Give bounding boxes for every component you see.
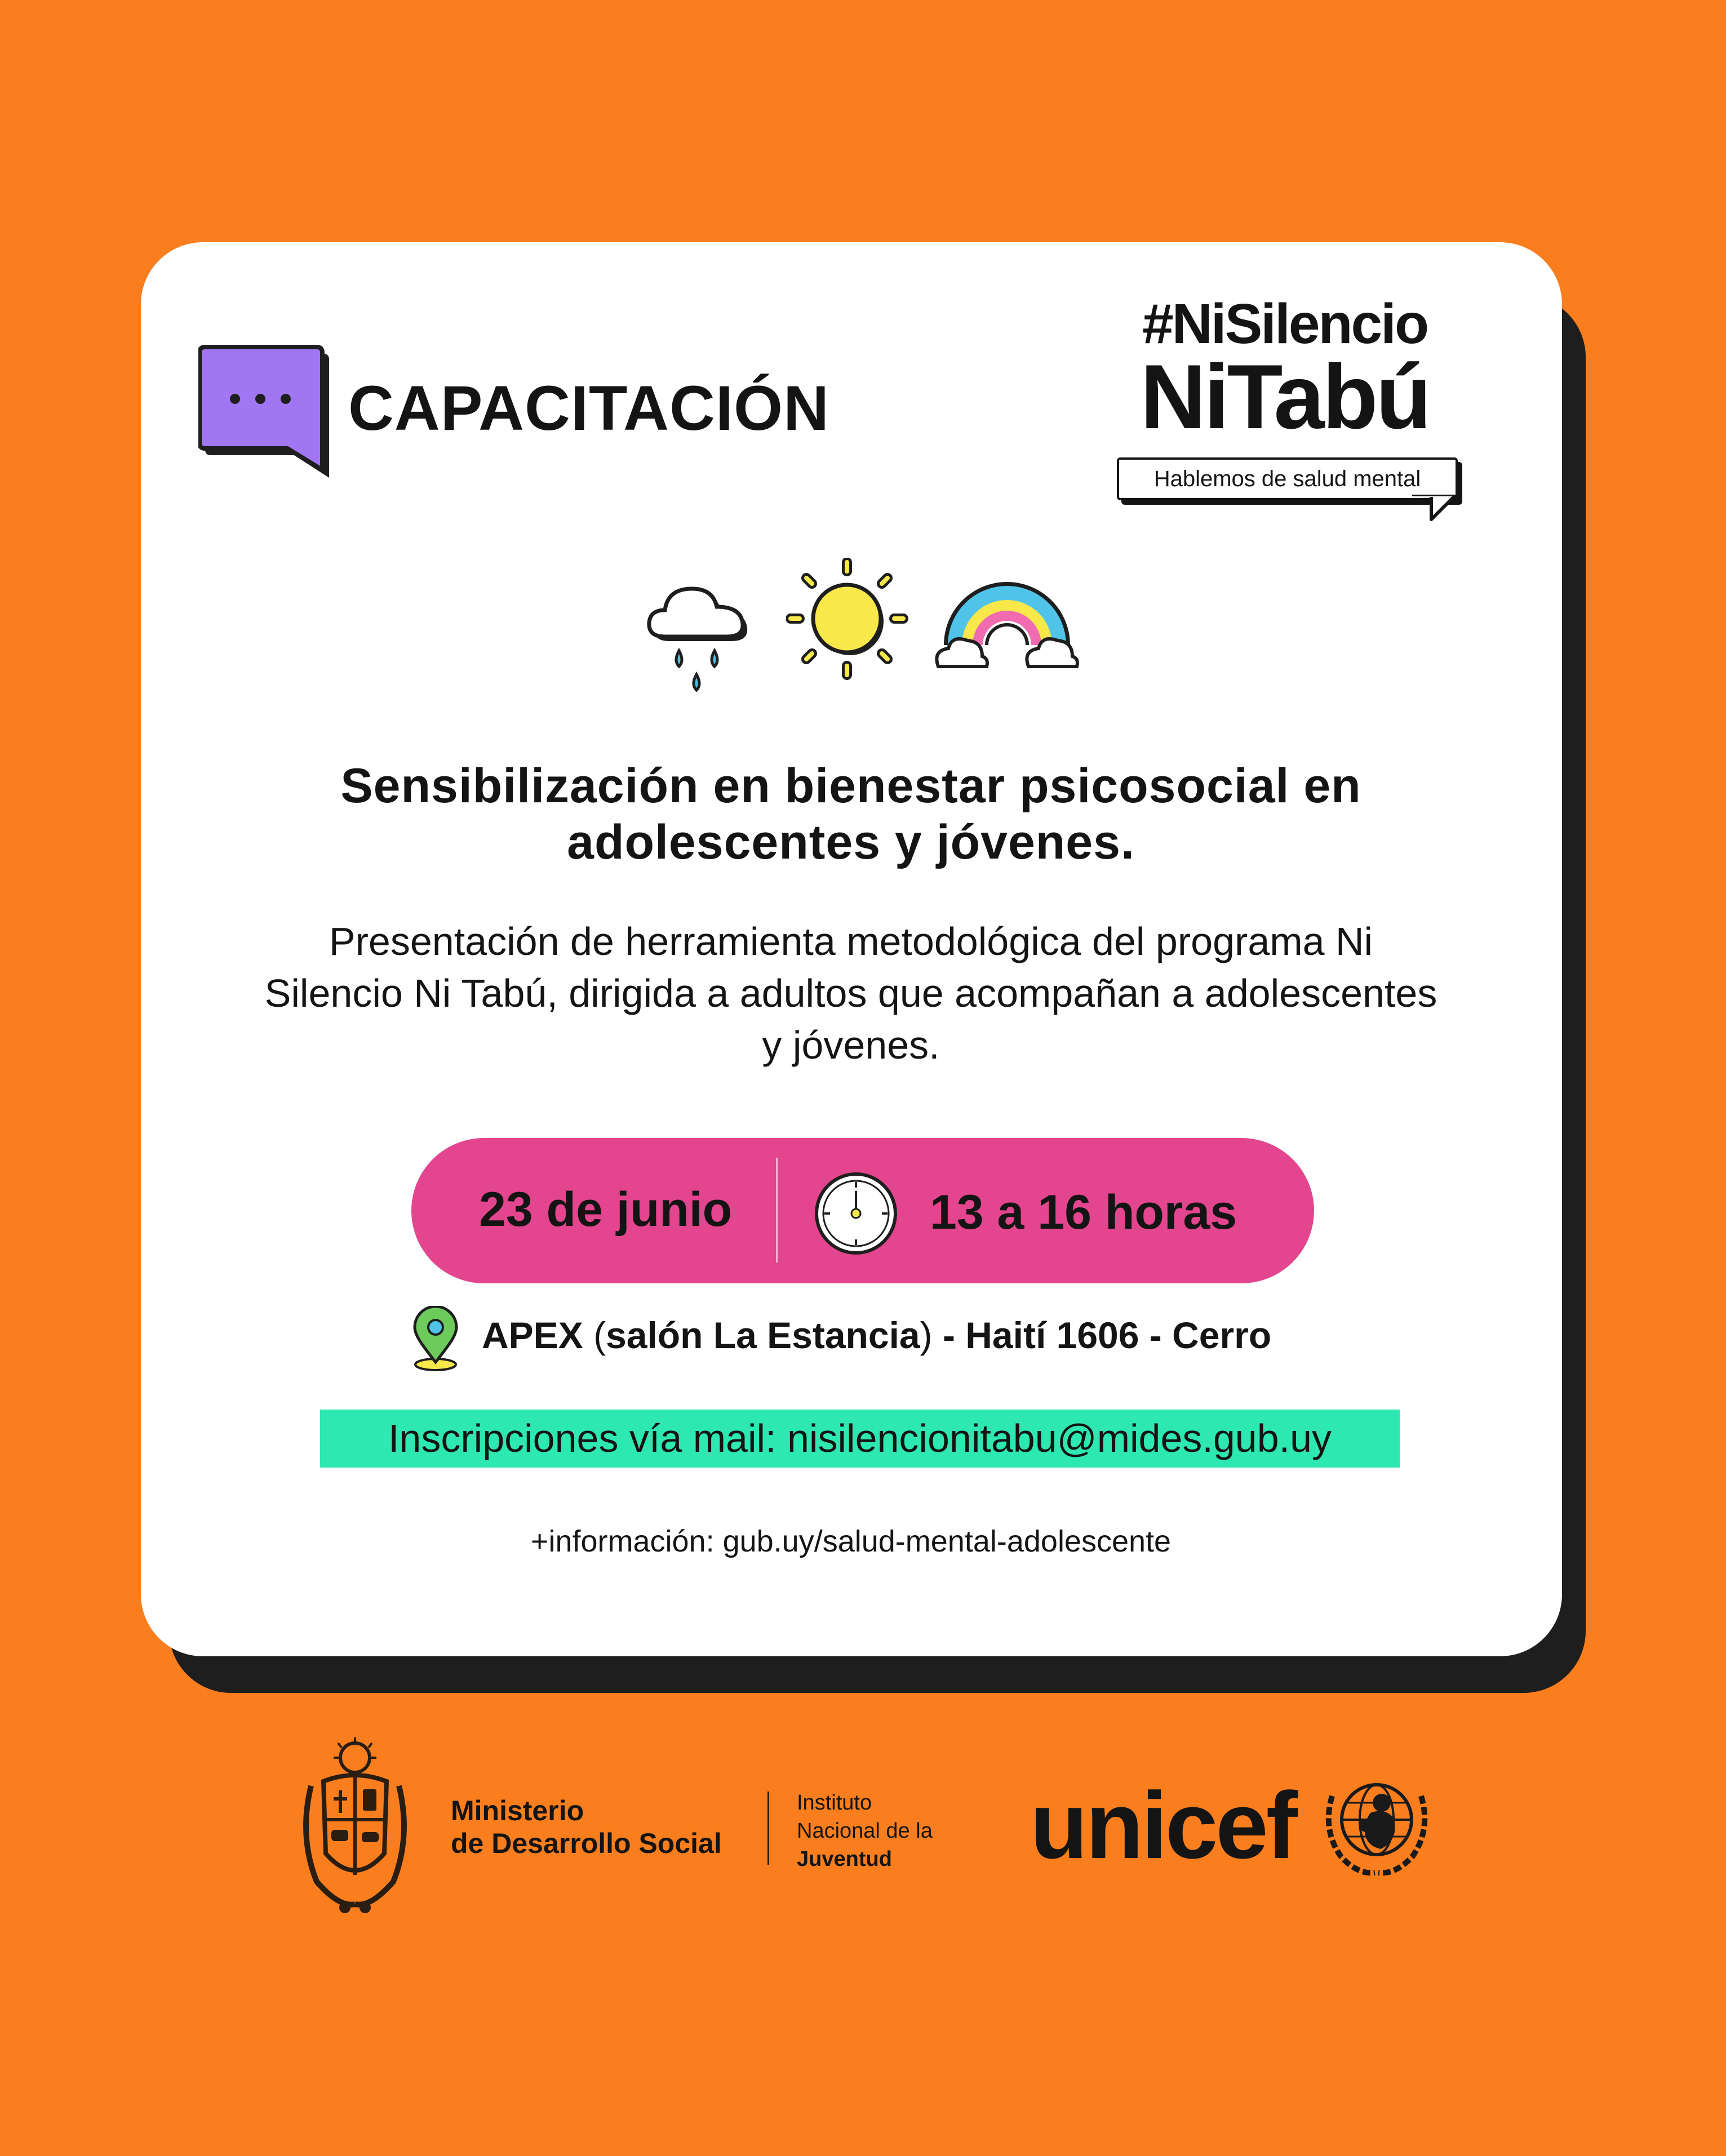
coat-of-arms-icon [294,1735,416,1919]
brand-hashtag: #NiSilencio [1142,292,1428,355]
more-info-link[interactable]: +información: gub.uy/salud-mental-adolescente [530,1524,1172,1558]
pill-divider [776,1158,778,1263]
event-date: 23 de junio [479,1183,733,1237]
event-description-line1: Presentación de herramienta metodológica del programa Ni [329,919,1373,963]
brand-tagline: Hablemos de salud mental [1117,457,1458,500]
event-location: APEX (salón La Estancia) - Haití 1606 - Cerro [482,1314,1272,1356]
badge-label: CAPACITACIÓN [348,373,830,443]
speech-bubble-icon [198,345,334,483]
clock-icon [813,1171,899,1256]
unicef-emblem-icon [1319,1773,1435,1878]
venue-name: APEX [482,1314,583,1356]
rain-cloud-icon [642,572,755,701]
brand-logo [1104,292,1465,448]
room-name: salón La Estancia [606,1314,920,1356]
registration-email[interactable]: Inscripciones vía mail: nisilencionitabu@mides.gub.uy [320,1410,1400,1468]
inju-name: Instituto Nacional de la Juventud [797,1791,933,1871]
mides-name: Ministerio de Desarrollo Social [451,1795,722,1859]
tagline-tail-icon [1409,495,1459,523]
unicef-wordmark: unicef [1030,1772,1295,1878]
event-time: 13 a 16 horas [930,1185,1237,1239]
venue-address: - Haití 1606 - Cerro [932,1314,1272,1356]
event-description-line3: y jóvenes. [762,1023,940,1067]
rainbow-icon [933,566,1082,673]
map-pin-icon [410,1306,461,1372]
event-title-line2: adolescentes y jóvenes. [567,815,1135,869]
brand-name: NiTabú [1140,346,1430,448]
sun-icon [786,558,910,682]
event-description [186,915,1516,1071]
event-description-line2: Silencio Ni Tabú, dirigida a adultos que acompañan a adolescentes [264,971,1437,1015]
event-title-line1: Sensibilización en bienestar psicosocial en [340,759,1361,813]
event-title [186,758,1516,870]
footer-separator [767,1792,769,1865]
